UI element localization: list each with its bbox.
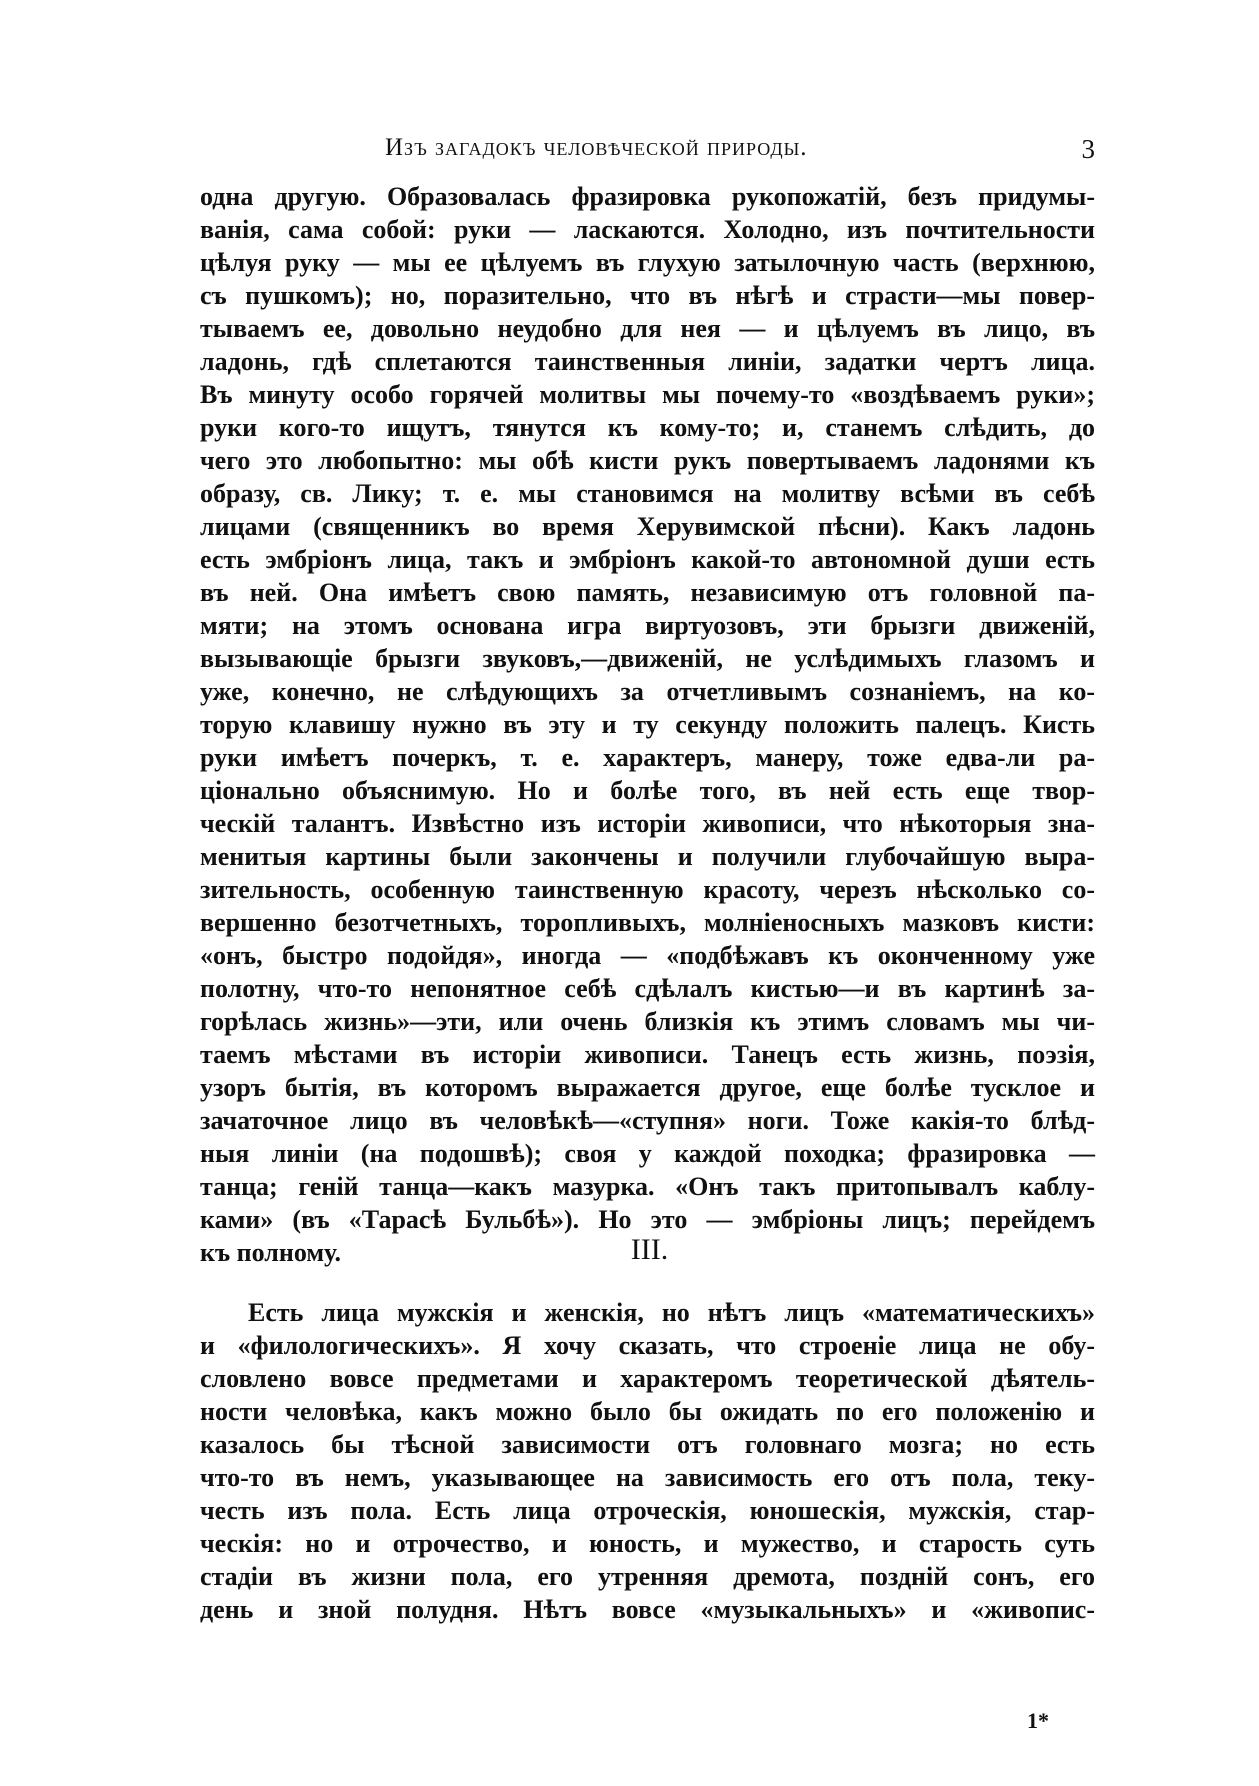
text-line: образу, св. Лику; т. е. мы становимся на молитву всѣми въ себѣ bbox=[200, 479, 1095, 508]
text-line: день и зной полудня. Нѣтъ вовсе «музыкальныхъ» и «живопис- bbox=[200, 1595, 1095, 1624]
text-line: зительность, особенную таинственную красоту, черезъ нѣсколько со- bbox=[200, 875, 1095, 904]
text-line: одна другую. Образовалась фразировка рукопожатій, безъ придумы- bbox=[200, 182, 1095, 211]
page-number: 3 bbox=[1081, 134, 1095, 164]
signature-mark: 1* bbox=[1027, 1708, 1049, 1733]
text-line: танца; геній танца—какъ мазурка. «Онъ такъ притопывалъ каблу- bbox=[200, 1172, 1095, 1201]
text-line: ческій талантъ. Извѣстно изъ исторіи живописи, что нѣкоторыя зна- bbox=[200, 809, 1095, 838]
text-line: ціонально объяснимую. Но и болѣе того, въ ней есть еще твор- bbox=[200, 776, 1095, 805]
text-line: ванія, сама собой: руки — ласкаются. Холодно, изъ почтительности bbox=[200, 215, 1095, 244]
text-line: и «филологическихъ». Я хочу сказать, что строеніе лица не обу- bbox=[200, 1331, 1095, 1360]
text-line: есть эмбріонъ лица, такъ и эмбріонъ какой-то автономной души есть bbox=[200, 545, 1095, 574]
text-line: честь изъ пола. Есть лица отроческія, юношескія, мужскія, стар- bbox=[200, 1496, 1095, 1525]
text-line: ками» (въ «Тарасѣ Бульбѣ»). Но это — эмбріоны лицъ; перейдемъ bbox=[200, 1205, 1095, 1234]
text-line: ческія: но и отрочество, и юность, и мужество, и старость суть bbox=[200, 1529, 1095, 1558]
text-line: полотну, что-то непонятное себѣ сдѣлалъ кистью—и въ картинѣ за- bbox=[200, 974, 1095, 1003]
text-line: Есть лица мужскія и женскія, но нѣтъ лицъ «математическихъ» bbox=[248, 1298, 1095, 1327]
text-line: ладонь, гдѣ сплетаются таинственныя линіи, задатки чертъ лица. bbox=[200, 347, 1095, 376]
text-line: съ пушкомъ); но, поразительно, что въ нѣгѣ и страсти—мы повер- bbox=[200, 281, 1095, 310]
text-line: ныя линіи (на подошвѣ); своя у каждой походка; фразировка — bbox=[200, 1139, 1095, 1168]
paragraph-2 bbox=[200, 1296, 1095, 1626]
text-line: казалось бы тѣсной зависимости отъ головнаго мозга; но есть bbox=[200, 1430, 1095, 1459]
text-line: словлено вовсе предметами и характеромъ теоретической дѣятель- bbox=[200, 1364, 1095, 1393]
text-line: зачаточное лицо въ человѣкѣ—«ступня» ноги. Тоже какія-то блѣд- bbox=[200, 1106, 1095, 1135]
text-line: что-то въ немъ, указывающее на зависимость его отъ пола, теку- bbox=[200, 1463, 1095, 1492]
text-line: руки имѣетъ почеркъ, т. е. характеръ, манеру, тоже едва-ли ра- bbox=[200, 743, 1095, 772]
text-line: Въ минуту особо горячей молитвы мы почему-то «воздѣваемъ руки»; bbox=[200, 380, 1095, 409]
text-line: узоръ бытія, въ которомъ выражается другое, еще болѣе тусклое и bbox=[200, 1073, 1095, 1102]
text-line: стадіи въ жизни пола, его утренняя дремота, поздній сонъ, его bbox=[200, 1562, 1095, 1591]
running-head bbox=[205, 134, 1095, 170]
text-line: горѣлась жизнь»—эти, или очень близкія къ этимъ словамъ мы чи- bbox=[200, 1007, 1095, 1036]
text-line: руки кого-то ищутъ, тянутся къ кому-то; и, станемъ слѣдить, до bbox=[200, 413, 1095, 442]
text-line: ности человѣка, какъ можно было бы ожидать по его положенію и bbox=[200, 1397, 1095, 1426]
text-line: въ ней. Она имѣетъ свою память, независимую отъ головной па- bbox=[200, 578, 1095, 607]
section-heading: III. bbox=[630, 1233, 669, 1266]
text-line: менитыя картины были закончены и получили глубочайшую выра- bbox=[200, 842, 1095, 871]
paragraph-1 bbox=[200, 180, 1095, 1269]
text-line: уже, конечно, не слѣдующихъ за отчетливымъ сознаніемъ, на ко- bbox=[200, 677, 1095, 706]
text-line: «онъ, быстро подойдя», иногда — «подбѣжавъ къ оконченному уже bbox=[200, 941, 1095, 970]
text-line: тываемъ ее, довольно неудобно для нея — и цѣлуемъ въ лицо, въ bbox=[200, 314, 1095, 343]
text-line: цѣлуя руку — мы ее цѣлуемъ въ глухую затылочную часть (верхнюю, bbox=[200, 248, 1095, 277]
text-line: вызывающіе брызги звуковъ,—движеній, не услѣдимыхъ глазомъ и bbox=[200, 644, 1095, 673]
text-line: лицами (священникъ во время Херувимской пѣсни). Какъ ладонь bbox=[200, 512, 1095, 541]
text-line: мяти; на этомъ основана игра виртуозовъ, эти брызги движеній, bbox=[200, 611, 1095, 640]
running-title: Изъ загадокъ человѣческой природы. bbox=[385, 134, 808, 161]
text-line: торую клавишу нужно въ эту и ту секунду положить палецъ. Кисть bbox=[200, 710, 1095, 739]
text-line: къ полному. bbox=[200, 1238, 341, 1267]
text-line: таемъ мѣстами въ исторіи живописи. Танецъ есть жизнь, поэзія, bbox=[200, 1040, 1095, 1069]
text-line: чего это любопытно: мы обѣ кисти рукъ повертываемъ ладонями къ bbox=[200, 446, 1095, 475]
text-line: вершенно безотчетныхъ, торопливыхъ, молніеносныхъ мазковъ кисти: bbox=[200, 908, 1095, 937]
